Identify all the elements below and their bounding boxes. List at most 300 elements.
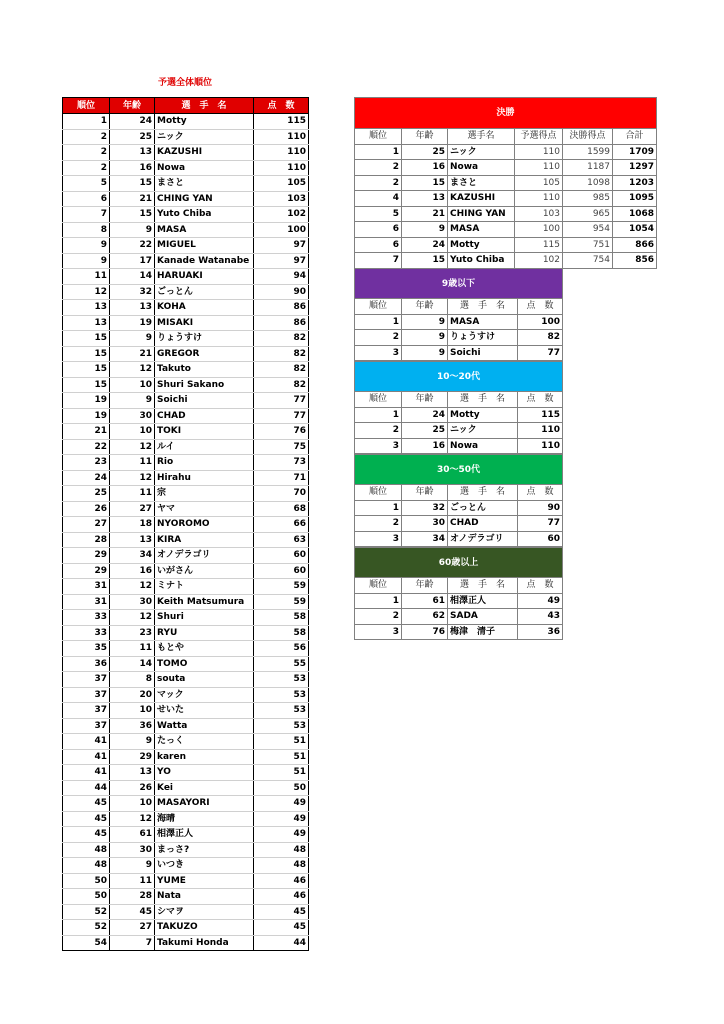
table-row bbox=[63, 594, 309, 610]
score-cell: 50 bbox=[254, 780, 309, 796]
category-col-rank: 順位 bbox=[355, 299, 402, 315]
name-cell: souta bbox=[155, 672, 254, 688]
rank-cell: 5 bbox=[355, 206, 402, 222]
final-table bbox=[354, 97, 657, 269]
age-cell: 19 bbox=[110, 315, 155, 331]
rank-cell: 28 bbox=[63, 532, 110, 548]
score-cell: 82 bbox=[518, 330, 563, 346]
name-cell: シマヲ bbox=[155, 904, 254, 920]
name-cell: TOKI bbox=[155, 424, 254, 440]
score-cell: 110 bbox=[254, 145, 309, 161]
final-score-cell: 754 bbox=[563, 253, 613, 269]
score-cell: 77 bbox=[518, 345, 563, 361]
age-cell: 13 bbox=[110, 765, 155, 781]
score-cell: 49 bbox=[254, 796, 309, 812]
score-cell: 60 bbox=[518, 531, 563, 547]
name-cell: ごっとん bbox=[448, 500, 518, 516]
age-cell: 14 bbox=[110, 656, 155, 672]
table-row bbox=[63, 176, 309, 192]
score-cell: 46 bbox=[254, 873, 309, 889]
qual-score-cell: 100 bbox=[515, 222, 563, 238]
table-row bbox=[63, 238, 309, 254]
table-row bbox=[63, 687, 309, 703]
name-cell: ヤマ bbox=[155, 501, 254, 517]
total-cell: 1095 bbox=[613, 191, 657, 207]
rank-cell: 2 bbox=[63, 145, 110, 161]
name-cell: SADA bbox=[448, 609, 518, 625]
table-row bbox=[63, 300, 309, 316]
table-row bbox=[63, 656, 309, 672]
score-cell: 53 bbox=[254, 703, 309, 719]
score-cell: 53 bbox=[254, 687, 309, 703]
name-cell: CHING YAN bbox=[448, 206, 515, 222]
score-cell: 76 bbox=[254, 424, 309, 440]
rank-cell: 3 bbox=[355, 438, 402, 454]
table-row bbox=[63, 920, 309, 936]
table-row bbox=[63, 703, 309, 719]
table-row bbox=[63, 362, 309, 378]
rank-cell: 2 bbox=[63, 160, 110, 176]
col-header-score: 点 数 bbox=[254, 98, 309, 114]
score-cell: 97 bbox=[254, 238, 309, 254]
category-title: 9歳以下 bbox=[355, 269, 563, 299]
age-cell: 11 bbox=[110, 486, 155, 502]
name-cell: karen bbox=[155, 749, 254, 765]
name-cell: Kei bbox=[155, 780, 254, 796]
rank-cell: 15 bbox=[63, 362, 110, 378]
rank-cell: 3 bbox=[355, 624, 402, 640]
category-table-under-9 bbox=[354, 268, 563, 361]
rank-cell: 3 bbox=[355, 531, 402, 547]
age-cell: 12 bbox=[110, 811, 155, 827]
final-col-qual: 予選得点 bbox=[515, 129, 563, 145]
rank-cell: 2 bbox=[355, 330, 402, 346]
score-cell: 73 bbox=[254, 455, 309, 471]
score-cell: 51 bbox=[254, 765, 309, 781]
name-cell: オノデラゴリ bbox=[155, 548, 254, 564]
rank-cell: 15 bbox=[63, 377, 110, 393]
score-cell: 90 bbox=[518, 500, 563, 516]
category-col-score: 点 数 bbox=[518, 485, 563, 501]
name-cell: KAZUSHI bbox=[155, 145, 254, 161]
category-col-age: 年齢 bbox=[402, 299, 448, 315]
rank-cell: 3 bbox=[355, 345, 402, 361]
age-cell: 13 bbox=[110, 300, 155, 316]
category-col-rank: 順位 bbox=[355, 485, 402, 501]
score-cell: 110 bbox=[518, 423, 563, 439]
score-cell: 48 bbox=[254, 842, 309, 858]
score-cell: 60 bbox=[254, 563, 309, 579]
score-cell: 70 bbox=[254, 486, 309, 502]
table-row bbox=[355, 500, 563, 516]
score-cell: 63 bbox=[254, 532, 309, 548]
table-row bbox=[63, 734, 309, 750]
score-cell: 71 bbox=[254, 470, 309, 486]
table-row bbox=[63, 765, 309, 781]
score-cell: 110 bbox=[518, 438, 563, 454]
name-cell: KAZUSHI bbox=[448, 191, 515, 207]
page-title: 予選全体順位 bbox=[158, 78, 213, 88]
table-row bbox=[63, 749, 309, 765]
final-score-cell: 954 bbox=[563, 222, 613, 238]
name-cell: Yuto Chiba bbox=[155, 207, 254, 223]
age-cell: 61 bbox=[110, 827, 155, 843]
name-cell: HARUAKI bbox=[155, 269, 254, 285]
rank-cell: 41 bbox=[63, 734, 110, 750]
rank-cell: 2 bbox=[63, 129, 110, 145]
name-cell: Motty bbox=[155, 114, 254, 130]
qualifying-table bbox=[62, 97, 309, 951]
name-cell: ミナト bbox=[155, 579, 254, 595]
age-cell: 15 bbox=[110, 207, 155, 223]
score-cell: 51 bbox=[254, 734, 309, 750]
final-score-cell: 1599 bbox=[563, 144, 613, 160]
rank-cell: 45 bbox=[63, 796, 110, 812]
age-cell: 16 bbox=[110, 160, 155, 176]
rank-cell: 48 bbox=[63, 858, 110, 874]
rank-cell: 1 bbox=[355, 314, 402, 330]
name-cell: TAKUZO bbox=[155, 920, 254, 936]
score-cell: 103 bbox=[254, 191, 309, 207]
table-row bbox=[355, 175, 657, 191]
name-cell: GREGOR bbox=[155, 346, 254, 362]
table-row bbox=[63, 207, 309, 223]
table-row bbox=[63, 114, 309, 130]
age-cell: 32 bbox=[110, 284, 155, 300]
name-cell: CHAD bbox=[155, 408, 254, 424]
age-cell: 61 bbox=[402, 593, 448, 609]
name-cell: 海晴 bbox=[155, 811, 254, 827]
age-cell: 16 bbox=[110, 563, 155, 579]
table-row bbox=[355, 314, 563, 330]
table-row bbox=[355, 222, 657, 238]
rank-cell: 1 bbox=[63, 114, 110, 130]
name-cell: 梅津 清子 bbox=[448, 624, 518, 640]
category-table-age-30-50 bbox=[354, 454, 563, 547]
name-cell: ごっとん bbox=[155, 284, 254, 300]
category-col-age: 年齢 bbox=[402, 578, 448, 594]
score-cell: 68 bbox=[254, 501, 309, 517]
name-cell: ニック bbox=[448, 144, 515, 160]
rank-cell: 2 bbox=[355, 609, 402, 625]
age-cell: 10 bbox=[110, 424, 155, 440]
category-col-name: 選 手 名 bbox=[448, 299, 518, 315]
score-cell: 102 bbox=[254, 207, 309, 223]
age-cell: 16 bbox=[402, 160, 448, 176]
age-cell: 30 bbox=[110, 594, 155, 610]
table-row bbox=[355, 423, 563, 439]
name-cell: せいた bbox=[155, 703, 254, 719]
table-row bbox=[63, 470, 309, 486]
category-col-rank: 順位 bbox=[355, 578, 402, 594]
final-score-cell: 751 bbox=[563, 237, 613, 253]
table-row bbox=[63, 811, 309, 827]
name-cell: 宗 bbox=[155, 486, 254, 502]
score-cell: 49 bbox=[518, 593, 563, 609]
table-row bbox=[63, 548, 309, 564]
age-cell: 62 bbox=[402, 609, 448, 625]
rank-cell: 21 bbox=[63, 424, 110, 440]
table-row bbox=[63, 346, 309, 362]
name-cell: KOHA bbox=[155, 300, 254, 316]
name-cell: Motty bbox=[448, 407, 518, 423]
age-cell: 30 bbox=[110, 408, 155, 424]
category-col-score: 点 数 bbox=[518, 392, 563, 408]
rank-cell: 29 bbox=[63, 548, 110, 564]
category-header-row bbox=[355, 578, 563, 594]
age-cell: 9 bbox=[110, 393, 155, 409]
name-cell: ニック bbox=[448, 423, 518, 439]
table-row bbox=[63, 780, 309, 796]
table-row bbox=[355, 593, 563, 609]
rank-cell: 36 bbox=[63, 656, 110, 672]
score-cell: 77 bbox=[518, 516, 563, 532]
age-cell: 16 bbox=[402, 438, 448, 454]
name-cell: いがさん bbox=[155, 563, 254, 579]
table-row bbox=[63, 796, 309, 812]
rank-cell: 29 bbox=[63, 563, 110, 579]
name-cell: TOMO bbox=[155, 656, 254, 672]
name-cell: CHING YAN bbox=[155, 191, 254, 207]
table-row bbox=[355, 330, 563, 346]
name-cell: MASA bbox=[155, 222, 254, 238]
age-cell: 23 bbox=[110, 625, 155, 641]
age-cell: 9 bbox=[110, 222, 155, 238]
table-row bbox=[63, 672, 309, 688]
category-header-row bbox=[355, 392, 563, 408]
category-col-age: 年齢 bbox=[402, 485, 448, 501]
name-cell: KIRA bbox=[155, 532, 254, 548]
qual-score-cell: 110 bbox=[515, 191, 563, 207]
final-score-cell: 1187 bbox=[563, 160, 613, 176]
table-row bbox=[63, 424, 309, 440]
score-cell: 58 bbox=[254, 610, 309, 626]
table-row bbox=[63, 935, 309, 951]
final-score-cell: 1098 bbox=[563, 175, 613, 191]
age-cell: 10 bbox=[110, 796, 155, 812]
name-cell: まさと bbox=[448, 175, 515, 191]
name-cell: りょうすけ bbox=[155, 331, 254, 347]
final-col-final: 決勝得点 bbox=[563, 129, 613, 145]
table-row bbox=[355, 160, 657, 176]
rank-cell: 37 bbox=[63, 687, 110, 703]
age-cell: 21 bbox=[110, 191, 155, 207]
table-row bbox=[63, 486, 309, 502]
rank-cell: 52 bbox=[63, 920, 110, 936]
score-cell: 51 bbox=[254, 749, 309, 765]
rank-cell: 35 bbox=[63, 641, 110, 657]
age-cell: 10 bbox=[110, 377, 155, 393]
age-cell: 13 bbox=[110, 145, 155, 161]
table-row bbox=[63, 563, 309, 579]
name-cell: MASAYORI bbox=[155, 796, 254, 812]
score-cell: 49 bbox=[254, 811, 309, 827]
rank-cell: 48 bbox=[63, 842, 110, 858]
age-cell: 9 bbox=[402, 314, 448, 330]
score-cell: 53 bbox=[254, 718, 309, 734]
name-cell: Hirahu bbox=[155, 470, 254, 486]
age-cell: 15 bbox=[110, 176, 155, 192]
name-cell: Nowa bbox=[448, 160, 515, 176]
total-cell: 1054 bbox=[613, 222, 657, 238]
age-cell: 22 bbox=[110, 238, 155, 254]
rank-cell: 19 bbox=[63, 408, 110, 424]
age-cell: 29 bbox=[110, 749, 155, 765]
score-cell: 59 bbox=[254, 594, 309, 610]
table-row bbox=[63, 408, 309, 424]
table-row bbox=[63, 827, 309, 843]
age-cell: 20 bbox=[110, 687, 155, 703]
final-score-cell: 985 bbox=[563, 191, 613, 207]
rank-cell: 2 bbox=[355, 175, 402, 191]
table-row bbox=[63, 641, 309, 657]
score-cell: 82 bbox=[254, 362, 309, 378]
qual-score-cell: 102 bbox=[515, 253, 563, 269]
rank-cell: 19 bbox=[63, 393, 110, 409]
name-cell: もとや bbox=[155, 641, 254, 657]
age-cell: 11 bbox=[110, 455, 155, 471]
age-cell: 27 bbox=[110, 920, 155, 936]
rank-cell: 8 bbox=[63, 222, 110, 238]
age-cell: 14 bbox=[110, 269, 155, 285]
age-cell: 34 bbox=[402, 531, 448, 547]
table-row bbox=[63, 439, 309, 455]
name-cell: マック bbox=[155, 687, 254, 703]
score-cell: 90 bbox=[254, 284, 309, 300]
age-cell: 25 bbox=[110, 129, 155, 145]
score-cell: 56 bbox=[254, 641, 309, 657]
name-cell: Kanade Watanabe bbox=[155, 253, 254, 269]
qual-score-cell: 110 bbox=[515, 160, 563, 176]
rank-cell: 24 bbox=[63, 470, 110, 486]
category-col-rank: 順位 bbox=[355, 392, 402, 408]
table-row bbox=[63, 889, 309, 905]
name-cell: Soichi bbox=[448, 345, 518, 361]
age-cell: 36 bbox=[110, 718, 155, 734]
age-cell: 9 bbox=[402, 345, 448, 361]
rank-cell: 22 bbox=[63, 439, 110, 455]
category-header-row bbox=[355, 299, 563, 315]
age-cell: 76 bbox=[402, 624, 448, 640]
age-cell: 21 bbox=[110, 346, 155, 362]
age-cell: 10 bbox=[110, 703, 155, 719]
table-row bbox=[63, 718, 309, 734]
score-cell: 60 bbox=[254, 548, 309, 564]
age-cell: 45 bbox=[110, 904, 155, 920]
score-cell: 59 bbox=[254, 579, 309, 595]
rank-cell: 2 bbox=[355, 423, 402, 439]
score-cell: 46 bbox=[254, 889, 309, 905]
age-cell: 27 bbox=[110, 501, 155, 517]
rank-cell: 50 bbox=[63, 889, 110, 905]
age-cell: 15 bbox=[402, 253, 448, 269]
table-row bbox=[63, 873, 309, 889]
table-row bbox=[63, 129, 309, 145]
rank-cell: 6 bbox=[63, 191, 110, 207]
age-cell: 26 bbox=[110, 780, 155, 796]
rank-cell: 9 bbox=[63, 238, 110, 254]
score-cell: 105 bbox=[254, 176, 309, 192]
table-row bbox=[355, 345, 563, 361]
score-cell: 115 bbox=[254, 114, 309, 130]
rank-cell: 23 bbox=[63, 455, 110, 471]
score-cell: 44 bbox=[254, 935, 309, 951]
score-cell: 110 bbox=[254, 160, 309, 176]
rank-cell: 5 bbox=[63, 176, 110, 192]
score-cell: 100 bbox=[518, 314, 563, 330]
name-cell: MASA bbox=[448, 222, 515, 238]
name-cell: Takumi Honda bbox=[155, 935, 254, 951]
rank-cell: 37 bbox=[63, 718, 110, 734]
score-cell: 45 bbox=[254, 920, 309, 936]
score-cell: 43 bbox=[518, 609, 563, 625]
name-cell: Watta bbox=[155, 718, 254, 734]
score-cell: 82 bbox=[254, 377, 309, 393]
score-cell: 48 bbox=[254, 858, 309, 874]
rank-cell: 7 bbox=[355, 253, 402, 269]
final-col-age: 年齢 bbox=[402, 129, 448, 145]
name-cell: りょうすけ bbox=[448, 330, 518, 346]
qual-score-cell: 115 bbox=[515, 237, 563, 253]
category-header-row bbox=[355, 485, 563, 501]
name-cell: Shuri Sakano bbox=[155, 377, 254, 393]
name-cell: CHAD bbox=[448, 516, 518, 532]
qual-score-cell: 110 bbox=[515, 144, 563, 160]
category-col-age: 年齢 bbox=[402, 392, 448, 408]
name-cell: まっさ? bbox=[155, 842, 254, 858]
name-cell: オノデラゴリ bbox=[448, 531, 518, 547]
age-cell: 9 bbox=[110, 331, 155, 347]
total-cell: 1068 bbox=[613, 206, 657, 222]
total-cell: 866 bbox=[613, 237, 657, 253]
score-cell: 100 bbox=[254, 222, 309, 238]
rank-cell: 6 bbox=[355, 237, 402, 253]
final-title: 決勝 bbox=[355, 98, 657, 129]
score-cell: 82 bbox=[254, 331, 309, 347]
age-cell: 32 bbox=[402, 500, 448, 516]
score-cell: 86 bbox=[254, 315, 309, 331]
name-cell: Nowa bbox=[155, 160, 254, 176]
age-cell: 21 bbox=[402, 206, 448, 222]
col-header-rank: 順位 bbox=[63, 98, 110, 114]
table-row bbox=[63, 191, 309, 207]
score-cell: 45 bbox=[254, 904, 309, 920]
score-cell: 86 bbox=[254, 300, 309, 316]
table-row bbox=[355, 624, 563, 640]
rank-cell: 6 bbox=[355, 222, 402, 238]
name-cell: RYU bbox=[155, 625, 254, 641]
score-cell: 77 bbox=[254, 393, 309, 409]
rank-cell: 9 bbox=[63, 253, 110, 269]
name-cell: Nowa bbox=[448, 438, 518, 454]
table-row bbox=[355, 438, 563, 454]
rank-cell: 13 bbox=[63, 315, 110, 331]
total-cell: 1297 bbox=[613, 160, 657, 176]
age-cell: 30 bbox=[402, 516, 448, 532]
category-col-score: 点 数 bbox=[518, 299, 563, 315]
name-cell: Nata bbox=[155, 889, 254, 905]
table-row bbox=[355, 237, 657, 253]
table-row bbox=[63, 610, 309, 626]
score-cell: 94 bbox=[254, 269, 309, 285]
category-title: 60歳以上 bbox=[355, 548, 563, 578]
table-row bbox=[63, 269, 309, 285]
age-cell: 12 bbox=[110, 362, 155, 378]
age-cell: 12 bbox=[110, 579, 155, 595]
score-cell: 66 bbox=[254, 517, 309, 533]
rank-cell: 41 bbox=[63, 765, 110, 781]
score-cell: 75 bbox=[254, 439, 309, 455]
